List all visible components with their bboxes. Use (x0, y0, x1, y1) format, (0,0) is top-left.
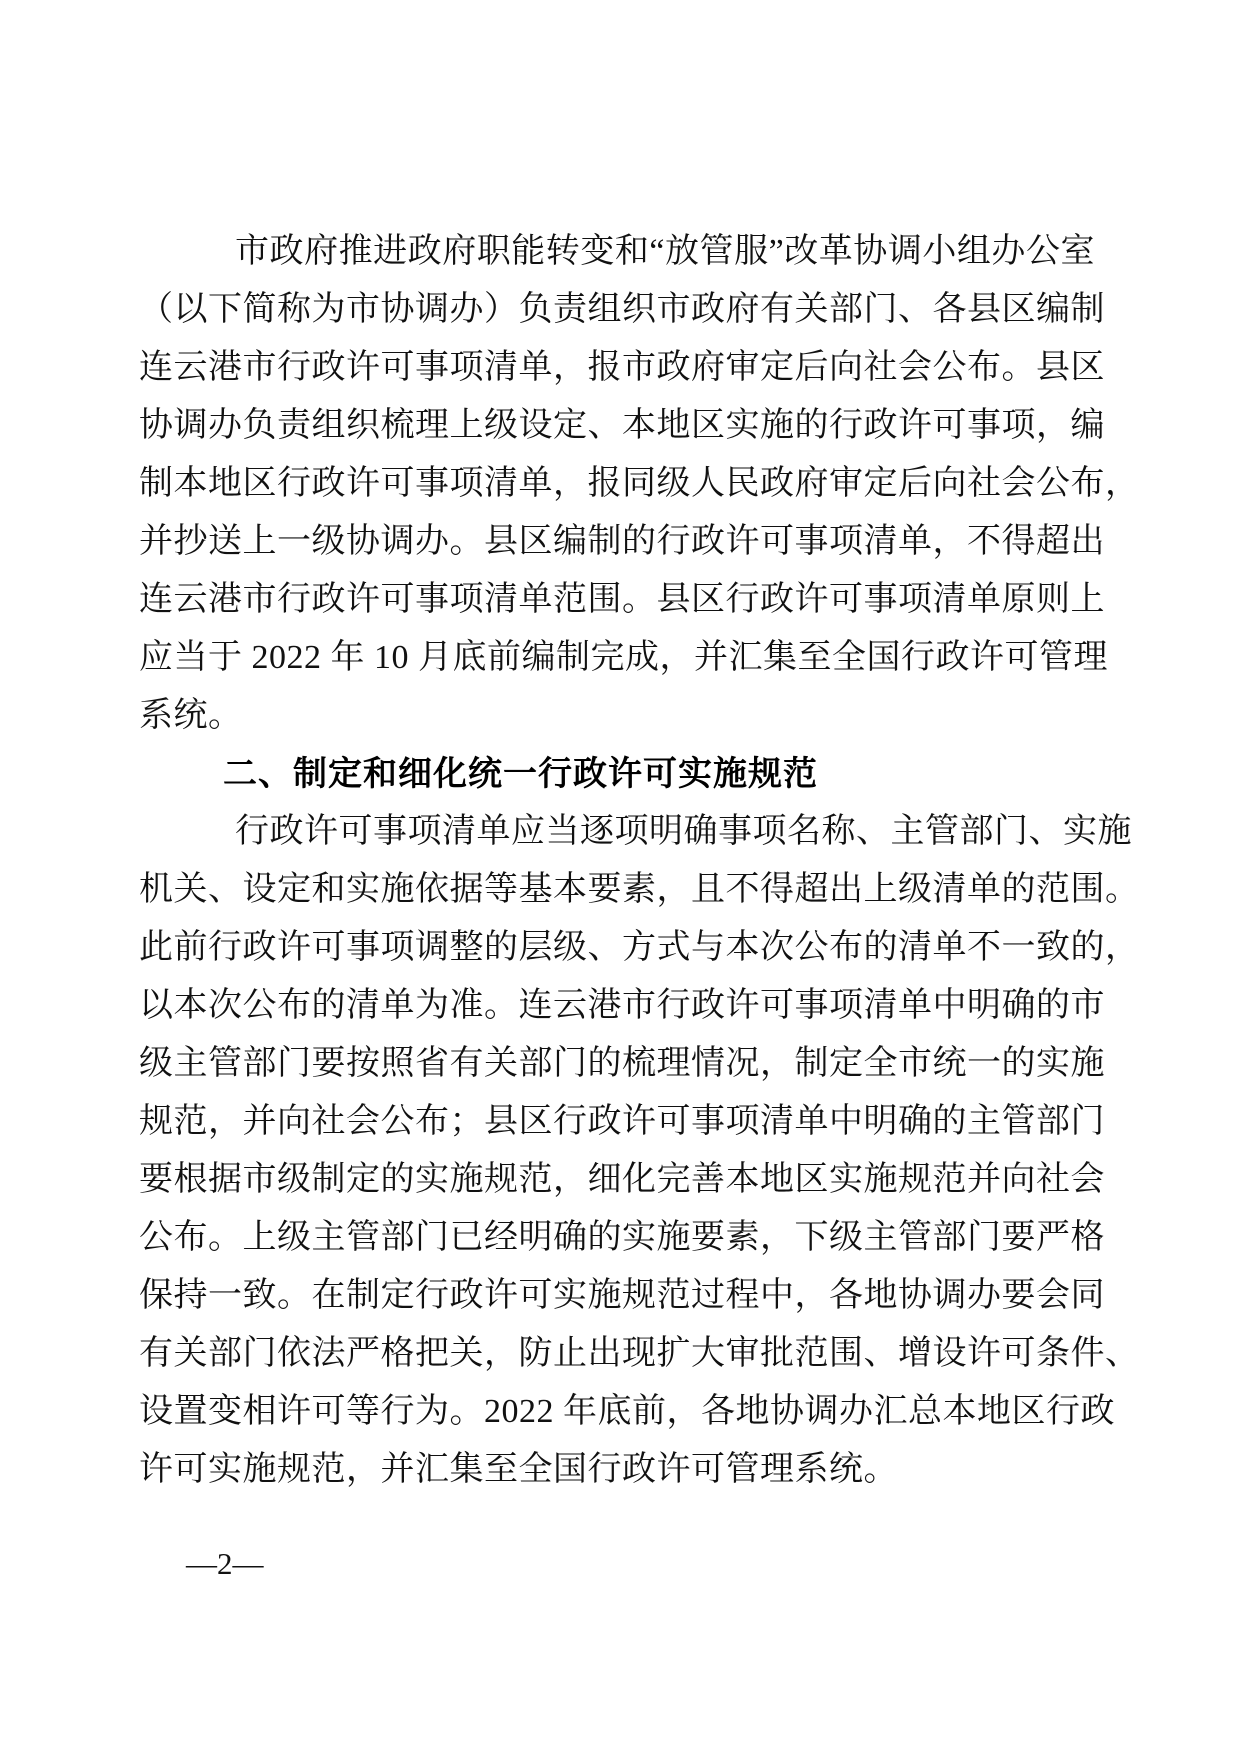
paragraph-line: 设置变相许可等行为。2022 年底前，各地协调办汇总本地区行政 (139, 1393, 1115, 1430)
paragraph-line: 并抄送上一级协调办。县区编制的行政许可事项清单，不得超出 (139, 523, 1105, 560)
paragraph-line: 保持一致。在制定行政许可实施规范过程中，各地协调办要会同 (139, 1277, 1105, 1314)
paragraph-line: 机关、设定和实施依据等基本要素，且不得超出上级清单的范围。 (139, 871, 1140, 908)
paragraph-line: 系统。 (139, 697, 243, 734)
page-number: —2— (186, 1546, 264, 1581)
paragraph-line: 公布。上级主管部门已经明确的实施要素，下级主管部门要严格 (139, 1219, 1105, 1256)
paragraph-line: 以本次公布的清单为准。连云港市行政许可事项清单中明确的市 (139, 987, 1105, 1024)
paragraph-line: 行政许可事项清单应当逐项明确事项名称、主管部门、实施 (235, 813, 1132, 850)
paragraph-line: 要根据市级制定的实施规范，细化完善本地区实施规范并向社会 (139, 1161, 1105, 1198)
paragraph-line: 级主管部门要按照省有关部门的梳理情况，制定全市统一的实施 (139, 1045, 1105, 1082)
paragraph-line: 此前行政许可事项调整的层级、方式与本次公布的清单不一致的， (139, 929, 1140, 966)
paragraph-line: 连云港市行政许可事项清单范围。县区行政许可事项清单原则上 (139, 581, 1105, 618)
paragraph-line: 协调办负责组织梳理上级设定、本地区实施的行政许可事项，编 (139, 407, 1105, 444)
section-heading: 二、制定和细化统一行政许可实施规范 (223, 755, 818, 793)
paragraph-line: 许可实施规范，并汇集至全国行政许可管理系统。 (139, 1451, 898, 1488)
document-body (139, 223, 1140, 1499)
paragraph-line: 应当于 2022 年 10 月底前编制完成，并汇集至全国行政许可管理 (139, 639, 1108, 676)
paragraph-line: 制本地区行政许可事项清单，报同级人民政府审定后向社会公布， (139, 465, 1140, 502)
paragraph-line: 连云港市行政许可事项清单，报市政府审定后向社会公布。县区 (139, 349, 1105, 386)
paragraph-line: 规范，并向社会公布；县区行政许可事项清单中明确的主管部门 (139, 1103, 1105, 1140)
paragraph-line: （以下简称为市协调办）负责组织市政府有关部门、各县区编制 (139, 291, 1105, 328)
paragraph-line: 市政府推进政府职能转变和“放管服”改革协调小组办公室 (235, 233, 1095, 270)
paragraph-line: 有关部门依法严格把关，防止出现扩大审批范围、增设许可条件、 (139, 1335, 1140, 1372)
